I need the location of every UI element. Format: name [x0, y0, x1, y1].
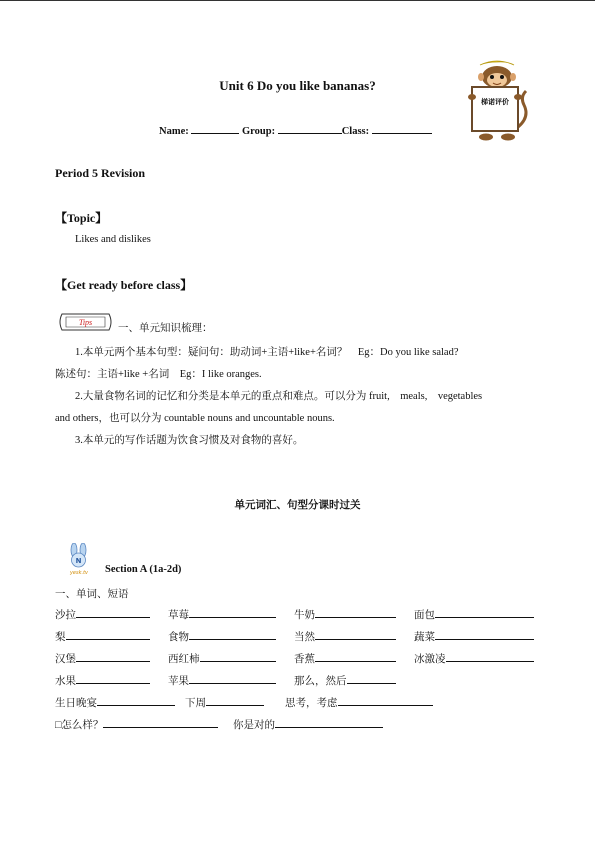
top-border [0, 0, 595, 1]
topic-text: Likes and dislikes [75, 234, 151, 245]
vocab-answer-field[interactable] [435, 607, 534, 618]
knowledge-line-3: 2.大量食物名词的记忆和分类是本单元的重点和难点。可以分为 fruit, meals, vegetables [75, 391, 483, 402]
vocab-item [294, 629, 396, 644]
vocab-answer-field[interactable] [189, 629, 276, 640]
vocab-word: 思考，考虑 [285, 698, 338, 709]
vocab-answer-field[interactable] [315, 607, 396, 618]
knowledge-line-1: 1.本单元两个基本句型：疑问句：助动词+主语+like+名词？ Eg：Do you like salad? [75, 347, 459, 358]
vocab-item [185, 695, 264, 710]
vocab-answer-field[interactable] [315, 651, 396, 662]
vocab-word: 梨 [55, 632, 66, 643]
page-title: Unit 6 Do you like bananas? [219, 78, 376, 93]
vocab-answer-field[interactable] [347, 673, 397, 684]
vocab-item [414, 629, 534, 644]
knowledge-line-5: 3.本单元的写作话题为饮食习惯及对食物的喜好。 [75, 435, 304, 446]
vocab-answer-field[interactable] [446, 651, 535, 662]
vocab-item [294, 651, 396, 666]
vocab-answer-field[interactable] [338, 695, 433, 706]
knowledge-line-4: and others，也可以分为 countable nouns and uncountable nouns. [55, 413, 335, 424]
vocab-answer-field[interactable] [200, 651, 277, 662]
section-title: 单元词汇、句型分课时过关 [234, 500, 361, 511]
vocab-word: 牛奶 [294, 610, 315, 621]
vocab-item [285, 695, 433, 710]
group-label: Group: [242, 126, 276, 137]
vocab-word: 你是对的 [233, 720, 275, 731]
vocab-answer-field[interactable] [76, 673, 150, 684]
student-info-line [159, 124, 432, 137]
vocab-word: 冰激凌 [414, 654, 446, 665]
vocab-item [168, 673, 276, 688]
topic-heading: 【Topic】 [55, 211, 108, 225]
tips-icon [58, 310, 113, 334]
class-field[interactable] [372, 124, 432, 134]
vocab-answer-field[interactable] [66, 629, 151, 640]
vocab-answer-field[interactable] [189, 607, 276, 618]
vocab-word: 那么，然后 [294, 676, 347, 687]
vocab-item [294, 607, 396, 622]
vocab-item [233, 717, 383, 732]
vocab-word: 面包 [414, 610, 435, 621]
svg-text:yesk.tv: yesk.tv [69, 570, 89, 576]
name-label: Name: [159, 126, 189, 137]
vocab-word: 蔬菜 [414, 632, 435, 643]
vocab-word: 食物 [168, 632, 189, 643]
vocab-word: 沙拉 [55, 610, 76, 621]
vocab-subheading: 一、单词、短语 [55, 589, 129, 600]
vocab-answer-field[interactable] [315, 629, 396, 640]
bunny-logo-icon [60, 543, 98, 577]
vocab-word: 生日晚宴 [55, 698, 97, 709]
vocab-answer-field[interactable] [275, 717, 383, 728]
vocab-item [414, 607, 534, 622]
vocab-answer-field[interactable] [103, 717, 218, 728]
vocab-word: 当然 [294, 632, 315, 643]
vocab-item [55, 717, 218, 732]
vocab-item [294, 673, 396, 688]
vocab-answer-field[interactable] [97, 695, 175, 706]
vocab-word: 汉堡 [55, 654, 76, 665]
vocab-item [55, 629, 150, 644]
vocab-answer-field[interactable] [76, 607, 150, 618]
vocab-item [168, 629, 276, 644]
vocab-item [55, 651, 150, 666]
vocab-item [168, 651, 276, 666]
period-heading: Period 5 Revision [55, 166, 145, 180]
vocab-item [55, 673, 150, 688]
vocab-word: 西红柿 [168, 654, 200, 665]
vocab-word: 苹果 [168, 676, 189, 687]
group-field[interactable] [278, 124, 342, 134]
get-ready-heading: 【Get ready before class】 [55, 278, 193, 292]
section-a-heading: Section A (1a-2d) [105, 564, 182, 575]
vocab-word: □怎么样？ [55, 720, 104, 731]
vocab-answer-field[interactable] [189, 673, 276, 684]
vocab-item [55, 695, 175, 710]
knowledge-line-2: 陈述句：主语+like +名词 Eg：I like oranges. [55, 369, 262, 380]
tips-label: Tips [78, 318, 93, 327]
vocab-answer-field[interactable] [206, 695, 264, 706]
vocab-item [55, 607, 150, 622]
class-label: Class: [341, 126, 370, 137]
badge-label: 梯诺评价 [481, 98, 509, 106]
vocab-word: 香蕉 [294, 654, 315, 665]
vocab-word: 下周 [185, 698, 206, 709]
vocab-answer-field[interactable] [435, 629, 534, 640]
vocab-word: 草莓 [168, 610, 189, 621]
knowledge-intro: 一、单元知识梳理： [118, 323, 213, 334]
vocab-item [168, 607, 276, 622]
svg-text:N: N [75, 557, 82, 565]
name-field[interactable] [191, 124, 239, 134]
vocab-word: 水果 [55, 676, 76, 687]
vocab-item [414, 651, 534, 666]
vocab-answer-field[interactable] [76, 651, 150, 662]
